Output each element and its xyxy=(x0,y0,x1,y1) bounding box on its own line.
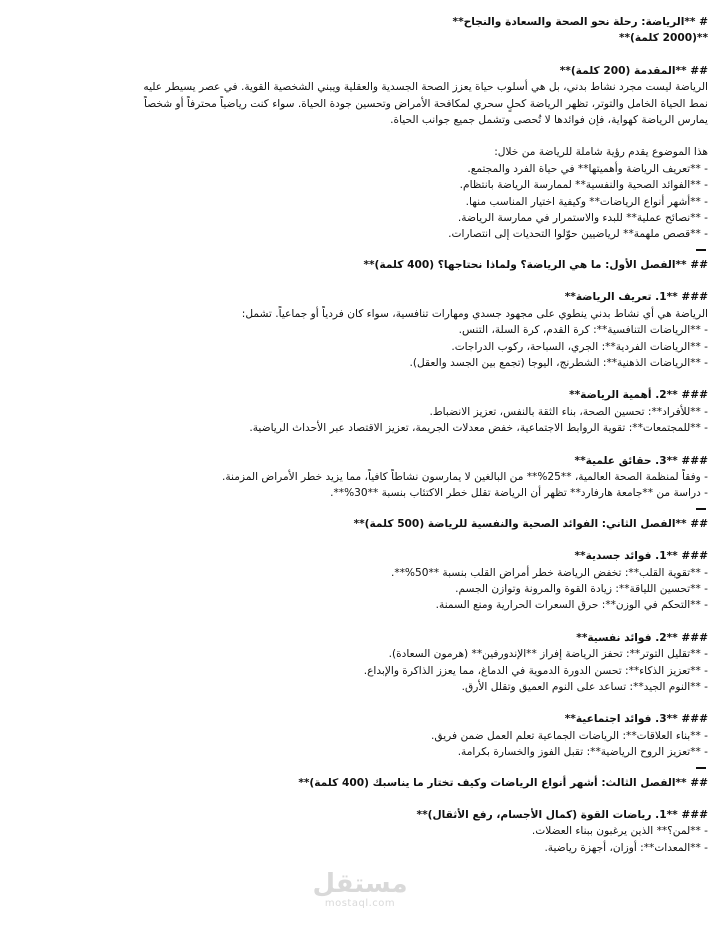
ch1-bullet: - **الرياضات الفردية**: الجري، السباحة، ركوب الدراجات. xyxy=(451,340,708,353)
intro-bullet: - **أشهر أنواع الرياضات** وكيفية اختيار المناسب منها. xyxy=(465,195,708,208)
ch1-subheading-importance: ### **2. أهمية الرياضة** xyxy=(569,389,708,402)
ch2-bullet: - **تقوية القلب**: تخفض الرياضة خطر أمراض القلب بنسبة **50%**. xyxy=(390,566,708,579)
ch2-subheading-social: ### **3. فوائد اجتماعية** xyxy=(564,713,708,726)
ch2-bullet: - **تقليل التوتر**: تحفز الرياضة إفراز **الإندورفين** (هرمون السعادة). xyxy=(388,648,708,661)
ch1-subheading-facts: ### **3. حقائق علمية** xyxy=(574,454,708,467)
ch2-subheading-psychological: ### **2. فوائد نفسية** xyxy=(576,631,708,644)
ch1-bullet: - دراسة من **جامعة هارفارد** تظهر أن الرياضة تقلل خطر الاكتئاب بنسبة **30%**. xyxy=(330,487,708,500)
intro-lead: هذا الموضوع يقدم رؤية شاملة للرياضة من خلال: xyxy=(494,146,708,159)
ch1-bullet: - وفقاً لمنظمة الصحة العالمية، **25%** من البالغين لا يمارسون نشاطاً كافياً، مما يزيد خطر الأمراض المزمنة. xyxy=(221,470,708,483)
ch2-bullet: - **التحكم في الوزن**: حرق السعرات الحرارية ومنع السمنة. xyxy=(435,599,708,612)
ch2-bullet: - **تعزيز الروح الرياضية**: تقبل الفوز والخسارة بكرامة. xyxy=(457,746,708,759)
ch1-bullet: - **للمجتمعات**: تقوية الروابط الاجتماعية، خفض معدلات الجريمة، تعزيز الاقتصاد عبر الأحداث الرياضية. xyxy=(249,422,708,435)
chapter3-heading: ## **الفصل الثالث: أشهر أنواع الرياضات وكيف تختار ما يناسبك (400 كلمة)** xyxy=(298,776,708,789)
ch1-subheading-definition: ### **1. تعريف الرياضة** xyxy=(564,291,708,304)
ch1-definition-paragraph: الرياضة هي أي نشاط بدني ينطوي على مجهود جسدي ومهارات تنافسية، سواء كان فردياً أو جماعياً. تشمل: xyxy=(241,307,708,320)
watermark-latin: mostaql.com xyxy=(324,898,396,909)
ch3-bullet: - **لمن؟** الذين يرغبون ببناء العضلات. xyxy=(531,825,708,838)
section-divider xyxy=(696,767,706,769)
intro-bullet: - **قصص ملهمة** لرياضيين حوّلوا التحديات إلى انتصارات. xyxy=(448,228,708,241)
intro-paragraph-line: نمط الحياة الخامل والتوتر، تظهر الرياضة كحلٍ سحري لمكافحة الأمراض وتحسين جودة الحياة. سواء كنت رياضياً محترفاً أو شخصاً xyxy=(143,97,708,110)
section-divider xyxy=(696,508,706,510)
ch2-bullet: - **تحسين اللياقة**: زيادة القوة والمرونة وتوازن الجسم. xyxy=(455,582,708,595)
ch2-bullet: - **تعزيز الذكاء**: تحسن الدورة الدموية في الدماغ، مما يعزز الذاكرة والإبداع. xyxy=(363,664,708,677)
mostaql-watermark xyxy=(312,870,408,910)
watermark-arabic: مستقل xyxy=(312,869,408,899)
ch3-bullet: - **المعدات**: أوزان، أجهزة رياضية. xyxy=(544,841,708,854)
intro-bullet: - **نصائح عملية** للبدء والاستمرار في ممارسة الرياضة. xyxy=(457,212,708,225)
doc-title: # **الرياضة: رحلة نحو الصحة والسعادة والنجاح** xyxy=(452,16,708,28)
doc-word-count: **(2000 كلمة)** xyxy=(618,32,708,45)
section-divider xyxy=(696,249,706,251)
chapter2-heading: ## **الفصل الثاني: الفوائد الصحية والنفسية للرياضة (500 كلمة)** xyxy=(353,517,708,530)
chapter1-heading: ## **الفصل الأول: ما هي الرياضة؟ ولماذا نحتاجها؟ (400 كلمة)** xyxy=(363,258,708,271)
ch2-bullet: - **بناء العلاقات**: الرياضات الجماعية تعلم العمل ضمن فريق. xyxy=(431,729,708,742)
ch1-bullet: - **الرياضات التنافسية**: كرة القدم، كرة السلة، التنس. xyxy=(458,324,708,337)
intro-bullet: - **الفوائد الصحية والنفسية** لممارسة الرياضة بانتظام. xyxy=(459,179,708,192)
ch1-bullet: - **الرياضات الذهنية**: الشطرنج، اليوجا (تجمع بين الجسد والعقل). xyxy=(409,356,708,369)
ch3-subheading-strength: ### **1. رياضات القوة (كمال الأجسام، رفع الأثقال)** xyxy=(416,809,708,822)
ch1-bullet: - **للأفراد**: تحسين الصحة، بناء الثقة بالنفس، تعزيز الانضباط. xyxy=(429,405,708,418)
intro-heading: ## **المقدمة (200 كلمة)** xyxy=(559,64,708,77)
intro-paragraph-line: الرياضة ليست مجرد نشاط بدني، بل هي أسلوب حياة يعزز الصحة الجسدية والعقلية ويبني الشخصية القوية. في عصر يسيطر عليه xyxy=(143,81,708,94)
ch2-subheading-physical: ### **1. فوائد جسدية** xyxy=(574,550,708,563)
intro-paragraph-line: يمارس الرياضة كهواية، فإن فوائدها لا تُحصى وتشمل جميع جوانب الحياة. xyxy=(390,114,708,127)
intro-bullet: - **تعريف الرياضة وأهميتها** في حياة الفرد والمجتمع. xyxy=(467,162,708,175)
ch2-bullet: - **النوم الجيد**: تساعد على النوم العميق وتقلل الأرق. xyxy=(461,681,708,693)
